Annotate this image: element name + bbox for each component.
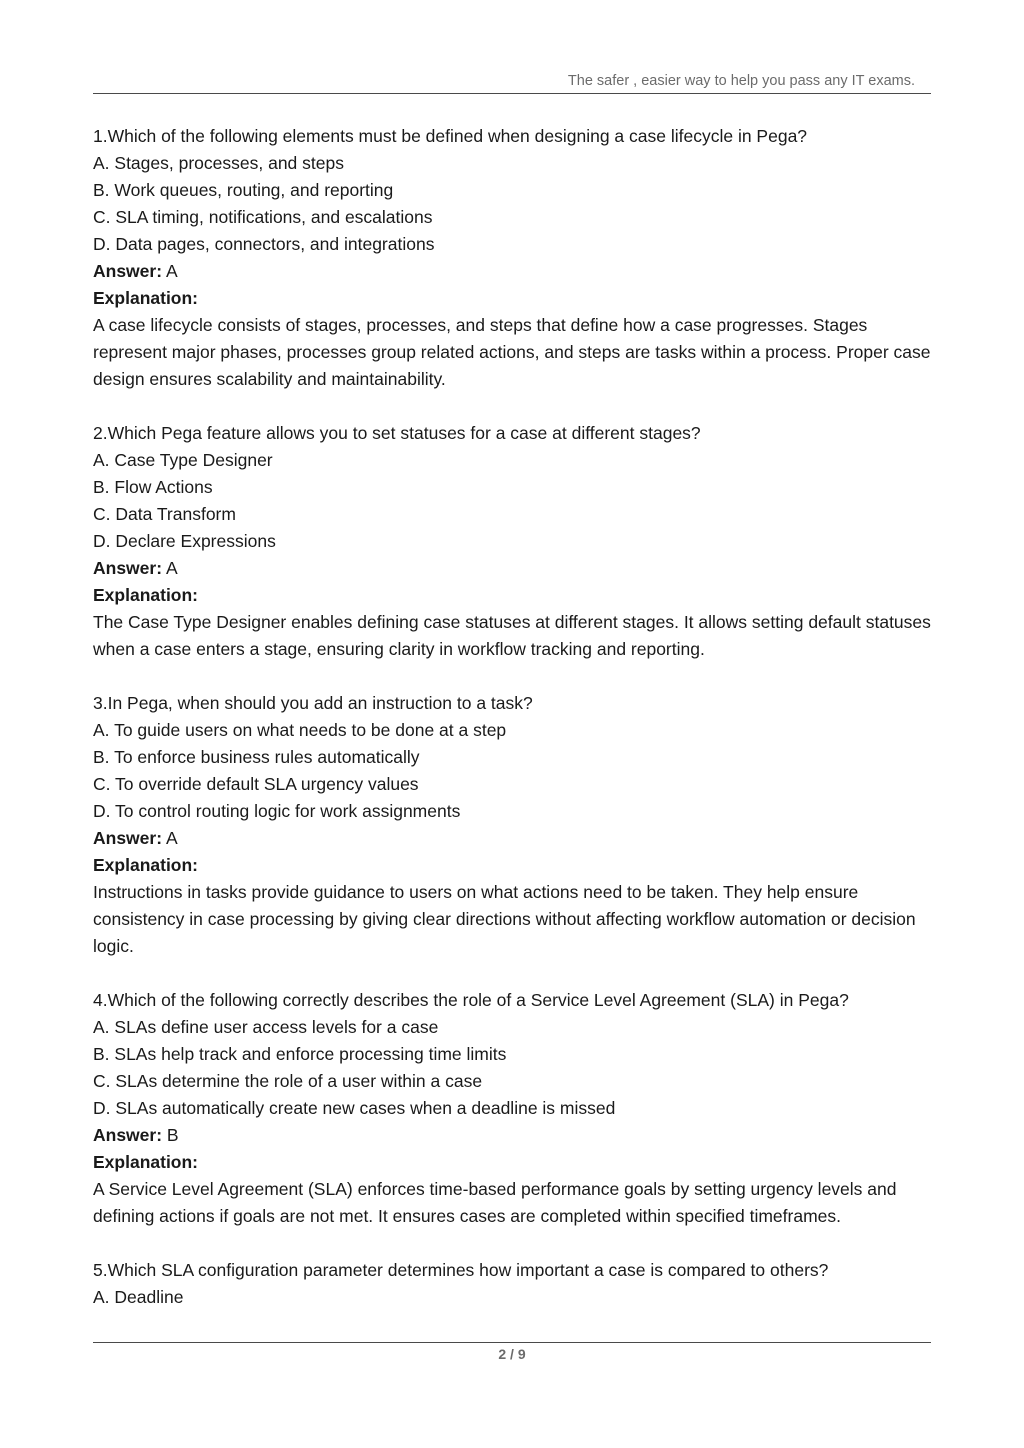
explanation-text: Instructions in tasks provide guidance to users on what actions need to be taken. They help ensure consistency in case processing by giving clear directions without affecting workflow automation or decision logic. (93, 882, 916, 956)
option-a: A. To guide users on what needs to be done at a step (93, 720, 507, 740)
option-c: C. To override default SLA urgency values (93, 774, 419, 794)
header-divider (93, 93, 931, 94)
option-d: D. To control routing logic for work assignments (93, 801, 461, 821)
option-c: C. SLAs determine the role of a user within a case (93, 1071, 483, 1091)
explanation-text: A Service Level Agreement (SLA) enforces time-based performance goals by setting urgency levels and defining actions if goals are not met. It ensures cases are completed within specified timeframes. (93, 1179, 897, 1226)
explanation-text: A case lifecycle consists of stages, processes, and steps that define how a case progresses. Stages represent major phases, processes group related actions, and steps are tasks within a process. Proper case design ensures scalability and maintainability. (93, 315, 931, 389)
answer-line (93, 555, 933, 582)
answer-label: Answer: (93, 261, 163, 281)
answer-label: Answer: (93, 828, 163, 848)
question-block-2 (93, 420, 933, 663)
answer-value: A (165, 558, 178, 578)
question-text: 3.In Pega, when should you add an instruction to a task? (93, 693, 533, 713)
page-number: 2 / 9 (498, 1346, 526, 1362)
document-body (93, 123, 933, 1338)
question-text: 4.Which of the following correctly describes the role of a Service Level Agreement (SLA) in Pega? (93, 990, 849, 1010)
option-c: C. SLA timing, notifications, and escalations (93, 207, 433, 227)
footer-divider (93, 1342, 931, 1343)
question-block-3 (93, 690, 933, 960)
answer-value: A (165, 828, 178, 848)
header-tagline: The safer , easier way to help you pass any IT exams. (567, 73, 915, 89)
answer-value: A (165, 261, 178, 281)
answer-value: B (166, 1125, 179, 1145)
answer-label: Answer: (93, 558, 163, 578)
option-a: A. Case Type Designer (93, 450, 273, 470)
option-b: B. Flow Actions (93, 477, 213, 497)
option-b: B. To enforce business rules automatically (93, 747, 420, 767)
explanation-text: The Case Type Designer enables defining case statuses at different stages. It allows setting default statuses when a case enters a stage, ensuring clarity in workflow tracking and reporting. (93, 612, 931, 659)
question-block-1 (93, 123, 933, 393)
option-a: A. SLAs define user access levels for a case (93, 1017, 439, 1037)
question-block-4 (93, 987, 933, 1230)
option-a: A. Stages, processes, and steps (93, 153, 344, 173)
answer-line (93, 1122, 933, 1149)
answer-line (93, 258, 933, 285)
option-b: B. SLAs help track and enforce processing time limits (93, 1044, 507, 1064)
option-a: A. Deadline (93, 1287, 184, 1307)
question-block-5 (93, 1257, 933, 1311)
question-text: 1.Which of the following elements must be defined when designing a case lifecycle in Pega? (93, 126, 808, 146)
option-d: D. Declare Expressions (93, 531, 276, 551)
question-text: 2.Which Pega feature allows you to set statuses for a case at different stages? (93, 423, 701, 443)
explanation-label: Explanation: (93, 288, 199, 308)
option-d: D. SLAs automatically create new cases when a deadline is missed (93, 1098, 616, 1118)
option-c: C. Data Transform (93, 504, 236, 524)
option-b: B. Work queues, routing, and reporting (93, 180, 394, 200)
explanation-label: Explanation: (93, 855, 199, 875)
question-text: 5.Which SLA configuration parameter determines how important a case is compared to others? (93, 1260, 829, 1280)
explanation-label: Explanation: (93, 585, 199, 605)
explanation-label: Explanation: (93, 1152, 199, 1172)
answer-label: Answer: (93, 1125, 163, 1145)
answer-line (93, 825, 933, 852)
option-d: D. Data pages, connectors, and integrations (93, 234, 435, 254)
